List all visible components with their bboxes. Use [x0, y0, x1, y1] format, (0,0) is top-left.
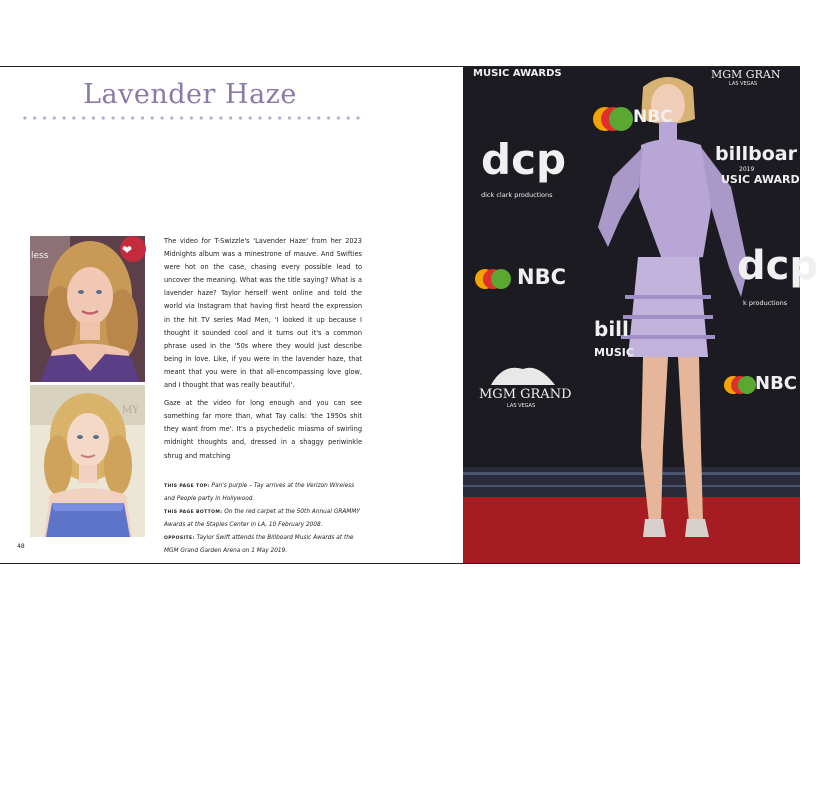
dcp-logo: dcp: [737, 243, 818, 289]
music-awards-text: USIC AWARD: [721, 173, 800, 186]
red-carpet-photo: [463, 67, 818, 563]
svg-text:❤: ❤: [122, 243, 133, 257]
caption: [164, 480, 364, 506]
dcp-logo: dcp: [481, 135, 567, 184]
nbc-peacock-icon: [475, 269, 511, 289]
nbc-peacock-icon: [724, 376, 756, 394]
photo-top-text: less: [31, 251, 49, 261]
nbc-logo: NBC: [633, 107, 673, 127]
nbc-logo: NBC: [517, 265, 566, 289]
body-paragraph: The video for T-Swizzle's 'Lavender Haze' from her 2023 Midnights album was a minestrone of mauve. And Swifties were hot on the case, chasing every possible lead to uncover the meaning. What was the title saying? What is a lavender haze? Taylor herself went online and told the world via Instagram that having first heard the expression in the hit TV series Mad Men, 'I looked it up because I thought it sounded cool and it turns out it's a common phrase used in the '50s where they would just describe being in love. Like, if you were in the lavender haze, that meant that you were in that all-encompassing love glow, and I thought that was really beautiful'.: [164, 237, 362, 390]
music-text: MUSIC: [594, 346, 634, 359]
nbc-peacock-icon: [593, 107, 633, 131]
page-number: 48: [17, 543, 25, 550]
left-page: [0, 67, 463, 563]
article-body: [164, 235, 362, 468]
dcp-subtitle: k productions: [743, 299, 788, 307]
dcp-subtitle: dick clark productions: [481, 191, 553, 199]
caption: [164, 506, 364, 532]
billboard-logo: bill: [594, 317, 629, 341]
svg-text:MY: MY: [122, 405, 139, 416]
billboard-year: 2019: [739, 166, 755, 173]
mgm-grand-logo: MGM GRAND: [479, 387, 572, 402]
caption-label: OPPOSITE:: [164, 536, 195, 541]
caption: [164, 532, 364, 558]
dotted-divider: [20, 116, 365, 120]
las-vegas-text: LAS VEGAS: [729, 81, 758, 87]
billboard-logo: billboar: [715, 143, 797, 165]
magazine-spread: [0, 66, 818, 564]
photo-top: [30, 236, 145, 382]
caption-label: THIS PAGE TOP:: [164, 484, 210, 489]
body-paragraph: Gaze at the video for long enough and you can see something far more than, what Tay calls: 'the 1950s shit they want from me'. It's a psychedelic miasma of swirling midnight thoughts and, dressed in a shaggy periwinkle shrug and matching: [164, 399, 362, 460]
music-awards-logo: MUSIC AWARDS: [473, 68, 562, 79]
las-vegas-text: LAS VEGAS: [507, 403, 536, 409]
caption-text: Taylor Swift attends the Billboard Music Awards at the MGM Grand Garden Arena on 1 May 2019.: [164, 535, 354, 554]
photo-bottom: [30, 385, 145, 537]
caption-label: THIS PAGE BOTTOM:: [164, 510, 223, 515]
caption-text: Pan's purple – Tay arrives at the Verizon Wireless and People party in Hollywood.: [164, 483, 355, 502]
caption-text: On the red carpet at the 50th Annual GRAMMY Awards at the Staples Center in LA, 10 February 2008.: [164, 509, 360, 528]
photo-captions: [164, 480, 364, 558]
page-title: Lavender Haze: [83, 79, 297, 110]
nbc-logo: NBC: [755, 373, 797, 394]
mgm-grand-logo: MGM GRAN: [711, 68, 781, 81]
